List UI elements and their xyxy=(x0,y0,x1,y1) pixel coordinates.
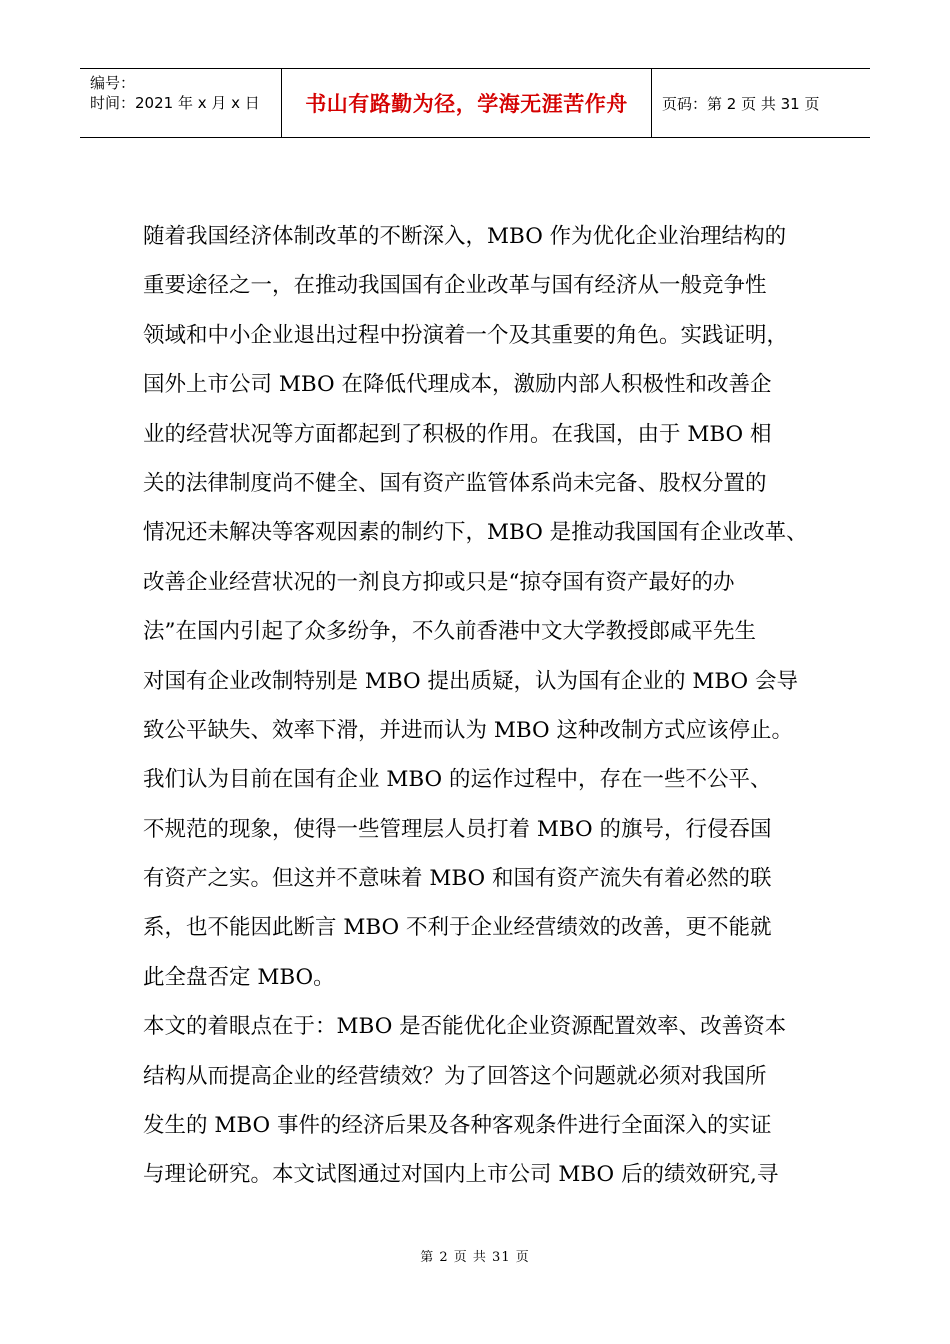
text-line: 业的经营状况等方面都起到了积极的作用。在我国，由于 MBO 相 xyxy=(143,421,772,447)
text-line: 本文的着眼点在于：MBO 是否能优化企业资源配置效率、改善资本 xyxy=(143,1014,787,1040)
text-line: 结构从而提高企业的经营绩效？为了回答这个问题就必须对我国所 xyxy=(143,1063,767,1089)
header-page-info-cell xyxy=(652,69,870,137)
text-line: 关的法律制度尚不健全、国有资产监管体系尚未完备、股权分置的 xyxy=(143,470,767,496)
body-text xyxy=(143,212,823,1200)
text-line: 此全盘否定 MBO。 xyxy=(143,964,335,990)
date-label: 时间：2021 年 x 月 x 日 xyxy=(90,94,260,112)
text-line: 法”在国内引起了众多纷争，不久前香港中文大学教授郎咸平先生 xyxy=(143,619,756,645)
header-motto-cell xyxy=(282,69,652,137)
text-line: 与理论研究。本文试图通过对国内上市公司 MBO 后的绩效研究,寻 xyxy=(143,1162,779,1188)
text-line: 不规范的现象，使得一些管理层人员打着 MBO 的旗号，行侵吞国 xyxy=(143,816,772,842)
number-label: 编号： xyxy=(90,74,136,92)
text-line: 重要途径之一，在推动我国国有企业改革与国有经济从一般竞争性 xyxy=(143,273,767,299)
page-header xyxy=(80,68,870,138)
text-line: 改善企业经营状况的一剂良方抑或只是“掠夺国有资产最好的办 xyxy=(143,569,735,595)
text-line: 领域和中小企业退出过程中扮演着一个及其重要的角色。实践证明， xyxy=(143,322,789,348)
text-line: 系，也不能因此断言 MBO 不利于企业经营绩效的改善，更不能就 xyxy=(143,915,772,941)
text-line: 随着我国经济体制改革的不断深入，MBO 作为优化企业治理结构的 xyxy=(143,224,787,249)
header-meta xyxy=(80,69,282,137)
text-line: 我们认为目前在国有企业 MBO 的运作过程中，存在一些不公平、 xyxy=(143,767,772,793)
footer-page-label: 第 2 页 共 31 页 xyxy=(420,1250,530,1265)
text-line: 情况还未解决等客观因素的制约下，MBO 是推动我国国有企业改革、 xyxy=(143,520,808,546)
page-info: 页码：第 2 页 共 31 页 xyxy=(662,94,820,113)
text-line: 对国有企业改制特别是 MBO 提出质疑，认为国有企业的 MBO 会导 xyxy=(143,668,799,694)
text-line: 国外上市公司 MBO 在降低代理成本，激励内部人积极性和改善企 xyxy=(143,372,772,398)
text-line: 发生的 MBO 事件的经济后果及各种客观条件进行全面深入的实证 xyxy=(143,1113,772,1139)
text-line: 致公平缺失、效率下滑，并进而认为 MBO 这种改制方式应该停止。 xyxy=(143,717,794,743)
page-footer xyxy=(0,1246,950,1265)
text-line: 有资产之实。但这并不意味着 MBO 和国有资产流失有着必然的联 xyxy=(143,866,772,892)
motto-text: 书山有路勤为径，学海无涯苦作舟 xyxy=(305,92,628,116)
